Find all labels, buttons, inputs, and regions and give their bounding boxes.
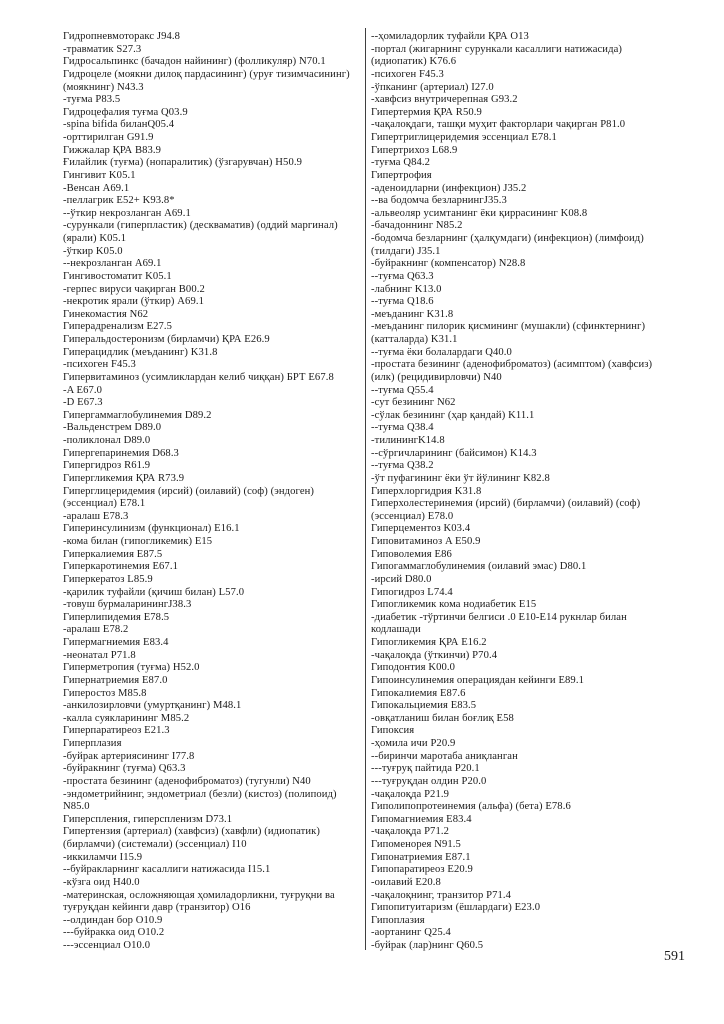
index-entry: -D E67.3 [63,397,103,409]
index-entry: -лабнинг K13.0 [371,283,442,295]
index-entry: ---туғруқдан олдин P20.0 [371,775,487,787]
index-entry: -сут безининг N62 [371,397,456,409]
index-entry: Гипогаммаглобулинемия (оилавий эмас) D80.1 [371,561,587,573]
index-entry: -чақалоқда P71.2 [371,826,450,838]
index-entry: -портал (жигарнинг сурункали касаллиги натижасида) [371,43,622,55]
index-entry: --туғма ёки болалардаги Q40.0 [371,346,512,358]
index-entry: -товуш бурмаларинингJ38.3 [63,599,192,611]
index-entry: -неонатал P71.8 [63,649,136,661]
index-entry: Гипокалиемия E87.6 [371,687,466,699]
index-entry: -буйракнинг (компенсатор) N28.8 [371,258,526,270]
index-entry: -буйрак (лар)нинг Q60.5 [371,940,484,951]
index-entry: -оилавий E20.8 [371,876,441,888]
index-entry: Гипомагниемия E83.4 [371,813,472,825]
index-entry: Гипокальциемия E83.5 [371,700,477,712]
index-entry: -A E67.0 [63,384,103,396]
index-entry: Гингивит K05.1 [63,169,136,181]
index-entry: -иккиламчи I15.9 [63,851,143,863]
index-entry: Гиперцементоз K03.4 [371,523,471,535]
index-entry: -аденоидларни (инфекцион) J35.2 [371,182,527,194]
index-entry: -хавфсиз внутричерепная G93.2 [371,94,518,106]
index-entry: Гипермагниемия E83.4 [63,637,169,648]
index-entry: Гидроцеле (моякни дилоқ пардасининг) (уруғ тизимчасининг) [63,68,350,80]
page-number: 591 [664,949,685,964]
index-entry: Ғилайлик (туғма) (нопаралитик) (ўзгарувчан) H50.9 [63,157,302,169]
index-entry: -меъданинг K31.8 [371,308,454,320]
index-entry: -чақалоқдаги, ташқи муҳит факторлари чақирган P81.0 [371,119,626,131]
index-entry: -сўлак безининг (ҳар қандай) K11.1 [371,409,535,421]
index-entry: -бачадоннинг N85.2 [371,220,463,232]
index-entry: -сурункали (гиперпластик) (дескваматив) (оддий маргинал) [63,220,338,232]
index-entry: Гиперпаратиреоз E21.3 [63,725,170,737]
index-entry: Гипоинсулинемия операциядан кейинги E89.1 [371,674,584,686]
index-entry: -бодомча безларнинг (ҳалқумдаги) (инфекцион) (лимфоид) [371,233,644,244]
index-entry: (моякнинг) N43.3 [63,81,144,93]
index-entry: --туғма Q55.4 [371,384,434,396]
index-entry: (эссенциал) E78.0 [371,510,454,522]
index-entry: Гинекомастия N62 [63,308,149,320]
index-entry: Гипергликемия ҚРА R73.9 [63,472,185,484]
index-entry: (эссенциал) E78.1 [63,498,146,510]
index-entry: -аралаш E78.3 [63,510,129,522]
index-entry: Гиперспления, гиперспленизм D73.1 [63,813,233,825]
index-entry: --некрозланган A69.1 [63,258,162,270]
index-entry: Гипогликемик кома нодиабетик E15 [371,599,537,611]
index-entry: Гипонатриемия E87.1 [371,851,471,863]
index-entry: -альвеоляр усимтанинг ёки қиррасининг K08.8 [371,207,588,219]
index-entry: Гипергидроз R61.9 [63,460,151,472]
index-entry: -орттирилган G91.9 [63,132,154,143]
index-entry: -туғма Q84.2 [371,157,431,169]
index-entry: -аралаш E78.2 [63,624,129,636]
index-entry: Гипоксия [371,725,415,737]
index-entry: Гипертермия ҚРА R50.9 [371,106,482,118]
index-entry: Гипертриглицеридемия эссенциал E78.1 [371,132,557,143]
index-entry: --туғма Q38.4 [371,422,434,434]
index-entry: Гидропневмоторакс J94.8 [63,31,181,42]
index-entry: -кома билан (гипогликемик) E15 [63,536,213,547]
index-entry: -тилинингK14.8 [371,435,445,446]
index-entry: -травматик S27.3 [63,43,142,55]
index-entry: -анкилозирловчи (умуртқанинг) M48.1 [63,700,242,712]
index-entry: Гидросальпинкс (бачадон найининг) (фолликуляр) N70.1 [63,56,326,68]
index-entry: -эндометрийнинг, эндометриал (безли) (кистоз) (полипоид) [63,788,337,800]
index-entry: Гиперплазия [63,738,122,749]
index-entry: Гиперглицеридемия (ирсий) (оилавий) (соф) (эндоген) [63,485,315,497]
index-entry: Гипертрофия [371,169,432,181]
index-entry: -психоген F45.3 [371,68,444,80]
index-entry: Гиперальдостеронизм (бирламчи) ҚРА E26.9 [63,334,270,345]
index-entry: --ва бодомча безларнингJ35.3 [371,195,507,207]
index-entry: (бирламчи) (системали) (эссенциал) I10 [63,839,247,850]
index-entry: Гиполипопротеинемия (альфа) (бета) E78.6 [371,801,571,813]
index-entry: (тилдаги) J35.1 [371,245,441,257]
index-entry: --ҳомиладорлик туфайли ҚРА O13 [371,31,529,42]
index-column-right [371,31,693,953]
index-entry: -пеллагрик E52+ K93.8* [63,195,175,207]
index-entry: --туғма Q63.3 [371,270,434,282]
index-entry: Гиперадренализм E27.5 [63,321,173,333]
index-entry: -овқатланиш билан боғлиқ E58 [371,712,514,724]
index-entry: -чақалоқда P21.9 [371,788,450,800]
index-entry: -чақалоқда (ўткинчи) P70.4 [371,649,498,661]
index-entry: -психоген F45.3 [63,359,136,371]
index-entry: Гиперацидлик (меъданинг) K31.8 [63,346,218,358]
index-entry: --биринчи маротаба аниқланган [371,750,518,762]
index-entry: Гипопаратиреоз E20.9 [371,864,473,876]
index-entry: Гипервитаминоз (усимликлардан келиб чиққан) БРТ E67.8 [63,371,334,383]
index-entry: (ярали) K05.1 [63,233,127,244]
index-entry: Гипогидроз L74.4 [371,586,453,598]
index-entry: Гидроцефалия туғма Q03.9 [63,106,188,118]
index-entry: -герпес вируси чақирган B00.2 [63,283,205,295]
index-entry: --туғма Q18.6 [371,296,434,308]
index-entry: -буйрак артериясининг I77.8 [63,750,195,762]
index-entry: -туғма P83.5 [63,94,121,106]
index-entry: -кўзга оид H40.0 [63,876,140,888]
index-entry: -ирсий D80.0 [371,573,432,585]
index-entry: Гингивостоматит K05.1 [63,270,172,282]
index-entry: Гиповолемия E86 [371,548,452,560]
index-entry: -простата безининг (аденофиброматоз) (тугунли) N40 [63,775,311,787]
index-entry: --туғма Q38.2 [371,460,434,472]
index-entry: Гипернатриемия E87.0 [63,674,168,686]
index-entry: Гипертензия (артериал) (хавфсиз) (хавфли) (идиопатик) [63,826,320,838]
index-entry: --олдиндан бор O10.9 [63,914,163,926]
index-entry: -ўткир K05.0 [63,245,123,257]
index-entry: -буйракнинг (туғма) Q63.3 [63,763,186,775]
index-entry: -қарилик туфайли (қичиш билан) L57.0 [63,586,245,598]
index-entry: Гиподонтия K00.0 [371,662,456,674]
index-entry: Гижжалар ҚРА B83.9 [63,144,162,156]
index-entry: -ҳомила ичи P20.9 [371,738,456,749]
index-entry: (илк) (рецидивирловчи) N40 [371,371,502,383]
index-entry: -ўпканинг (артериал) I27.0 [371,81,494,93]
index-entry: --ўткир некрозланган A69.1 [63,207,191,219]
index-entry: -аортанинг Q25.4 [371,927,451,939]
index-entry: -Венсан A69.1 [63,182,130,194]
index-entry: -ўт пуфагининг ёки ўт йўлининг K82.8 [371,472,550,484]
index-entry: Гипергаммаглобулинемия D89.2 [63,409,212,421]
index-entry: ---туғруқ пайтида P20.1 [371,763,480,775]
index-entry: (идиопатик) K76.6 [371,56,457,68]
index-entry: -некротик ярали (ўткир) A69.1 [63,296,204,308]
index-entry: -поликлонал D89.0 [63,435,151,446]
index-entry: Гиперхолестеринемия (ирсий) (бирламчи) (оилавий) (соф) [371,498,641,510]
index-entry: -чақалоқнинг, транзитор P71.4 [371,889,512,901]
index-entry: Гипопитуитаризм (ёшлардаги) E23.0 [371,902,541,914]
index-entry: кодлашади [371,624,421,636]
index-entry: (катталарда) K31.1 [371,334,458,345]
index-entry: -диабетик -тўртинчи белгиси .0 E10-E14 рукнлар билан [371,611,627,623]
index-entry: Гипогликемия ҚРА E16.2 [371,637,487,648]
index-entry: Гиперлипидемия E78.5 [63,611,170,623]
index-entry: Гиповитаминоз A E50.9 [371,536,481,547]
index-entry: -Вальденстрем D89.0 [63,422,162,434]
index-entry: Гиперкаротинемия E67.1 [63,561,178,573]
index-entry: -меъданинг пилорик қисмининг (мушакли) (сфинктернинг) [371,321,646,333]
index-entry: Гипоменорея N91.5 [371,839,461,850]
index-entry: -простата безининг (аденофиброматоз) (асимптом) (хавфсиз) [371,359,653,371]
index-column-left [63,31,363,953]
index-entry: Гипертрихоз L68.9 [371,144,458,156]
index-entry: Гиперметропия (туғма) H52.0 [63,662,200,674]
index-entry: Гиперкалиемия E87.5 [63,548,163,560]
index-entry: -spina bifida биланQ05.4 [63,119,175,131]
index-entry: Гипоплазия [371,914,425,926]
index-entry: Гиперостоз M85.8 [63,687,147,699]
index-entry: -калла суякларининг M85.2 [63,712,190,724]
column-divider [365,28,366,950]
index-entry: ---буйракка оид O10.2 [63,927,165,939]
index-entry: Гиперкератоз L85.9 [63,573,153,585]
index-entry: ---эссенциал O10.0 [63,940,151,951]
index-entry: Гипергепаринемия D68.3 [63,447,179,459]
index-entry: -материнская, осложняющая ҳомиладорликни, туғруқни ва [63,889,335,901]
index-entry: Гиперинсулинизм (функционал) E16.1 [63,523,240,535]
index-entry: --сўргичларининг (байсимон) K14.3 [371,447,537,459]
index-entry: --буйракларнинг касаллиги натижасида I15.1 [63,864,271,876]
index-entry: Гиперхлоргидрия K31.8 [371,485,482,497]
index-entry: туғруқдан кейинги давр (транзитор) O16 [63,902,251,914]
index-entry: N85.0 [63,801,90,813]
